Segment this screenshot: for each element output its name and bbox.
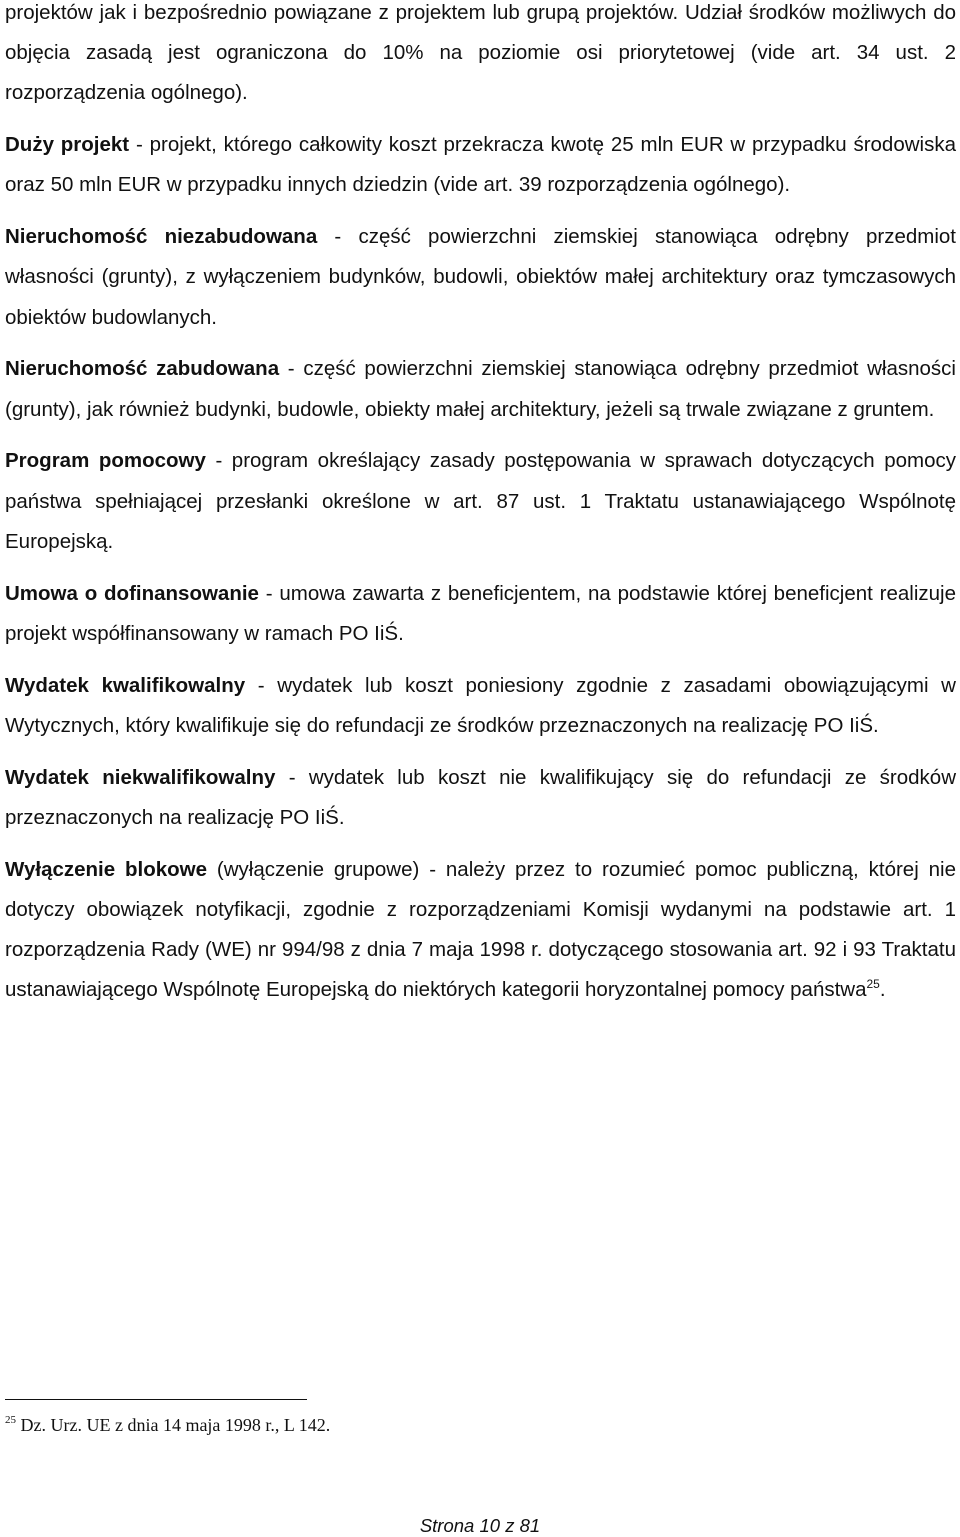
footnote-separator xyxy=(5,1399,307,1400)
document-body xyxy=(5,0,956,1022)
definition-term: Duży projekt xyxy=(5,133,130,157)
definition-suffix: . xyxy=(879,978,886,1002)
footnote-text: Dz. Urz. UE z dnia 14 maja 1998 r., L 142. xyxy=(16,1415,331,1435)
definition-wydatek-kwalifikowalny xyxy=(5,666,956,746)
paragraph-continuation xyxy=(5,0,956,114)
definition-text: - część powierzchni ziemskiej stanowiąca odrębny przedmiot własności (grunty), jak również budynki, budowle, obiekty małej architektury, jeżeli są trwale związane z gruntem. xyxy=(5,357,956,421)
definition-duzy-projekt xyxy=(5,125,956,205)
definition-program-pomocowy xyxy=(5,441,956,562)
definition-text: - wydatek lub koszt poniesiony zgodnie z zasadami obowiązującymi w Wytycznych, który kwalifikuje się do refundacji ze środków przeznaczonych na realizację PO IiŚ. xyxy=(5,673,956,737)
footnote-reference[interactable]: 25 xyxy=(866,977,880,992)
definition-text: - projekt, którego całkowity koszt przekracza kwotę 25 mln EUR w przypadku środowiska oraz 50 mln EUR w przypadku innych dziedzin (vide art. 39 rozporządzenia ogólnego). xyxy=(5,133,956,197)
definition-text: - umowa zawarta z beneficjentem, na podstawie której beneficjent realizuje projekt współfinansowany w ramach PO IiŚ. xyxy=(5,581,956,645)
footnote-number: 25 xyxy=(5,1414,16,1426)
page-number: Strona 10 z 81 xyxy=(419,1515,541,1536)
definition-term: Wyłączenie blokowe xyxy=(5,857,208,881)
definition-term: Umowa o dofinansowanie xyxy=(5,581,259,605)
definition-term: Program pomocowy xyxy=(5,449,206,473)
definition-term: Wydatek kwalifikowalny xyxy=(5,673,246,697)
definition-text: - program określający zasady postępowania w sprawach dotyczących pomocy państwa spełniającej przesłanki określone w art. 87 ust. 1 Traktatu ustanawiającego Wspólnotę Europejską. xyxy=(5,449,956,553)
definition-nieruchomosc-zabudowana xyxy=(5,349,956,429)
definition-text: - część powierzchni ziemskiej stanowiąca odrębny przedmiot własności (grunty), z wyłączeniem budynków, budowli, obiektów małej architektury oraz tymczasowych obiektów budowlanych. xyxy=(5,225,956,329)
footnote xyxy=(5,1408,330,1437)
definition-term: Nieruchomość niezabudowana xyxy=(5,225,318,249)
definition-wylaczenie-blokowe xyxy=(5,850,956,1011)
definition-text: (wyłączenie grupowe) - należy przez to rozumieć pomoc publiczną, której nie dotyczy obowiązek notyfikacji, zgodnie z rozporządzeniami Komisji wydanymi na podstawie art. 1 rozporządzenia Rady (WE) nr 994/98 z dnia 7 maja 1998 r. dotyczącego stosowania art. 92 i 93 Traktatu ustanawiającego Wspólnotę Europejską do niektórych kategorii horyzontalnej pomocy państwa xyxy=(5,857,956,1002)
definition-wydatek-niekwalifikowalny xyxy=(5,758,956,838)
definition-umowa-o-dofinansowanie xyxy=(5,574,956,654)
paragraph-text: projektów jak i bezpośrednio powiązane z projektem lub grupą projektów. Udział środków możliwych do objęcia zasadą jest ograniczona do 10% na poziomie osi priorytetowej (vide art. 34 ust. 2 rozporządzenia ogólnego). xyxy=(5,1,956,105)
definition-term: Nieruchomość zabudowana xyxy=(5,357,280,381)
definition-text: - wydatek lub koszt nie kwalifikujący się do refundacji ze środków przeznaczonych na realizację PO IiŚ. xyxy=(5,765,957,829)
definition-term: Wydatek niekwalifikowalny xyxy=(5,765,276,789)
definition-nieruchomosc-niezabudowana xyxy=(5,217,956,338)
